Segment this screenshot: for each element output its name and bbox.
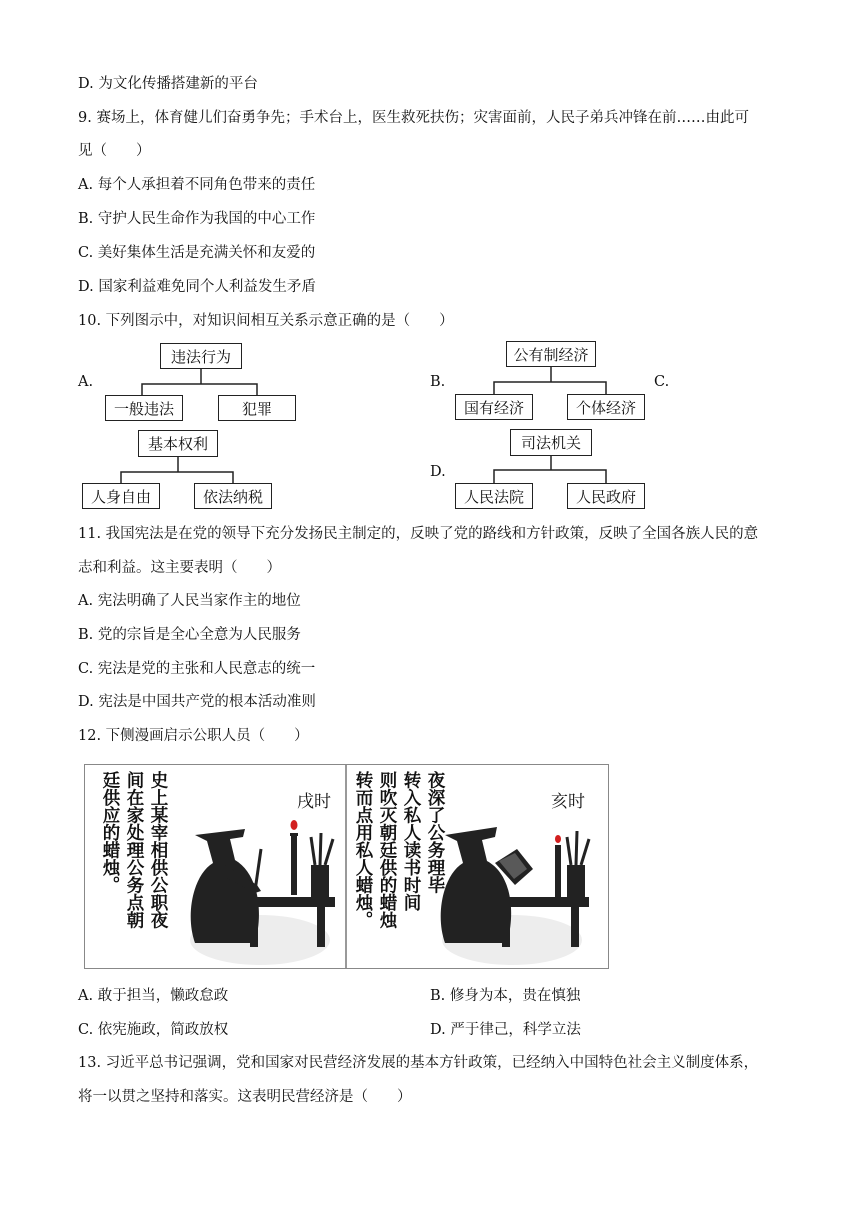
q10-label-d: D. (430, 464, 446, 480)
q10-d-right-box: 人民政府 (567, 483, 645, 509)
q11-option-d: D. 宪法是中国共产党的根本活动准则 (78, 694, 316, 710)
cartoon-left-time: 戌时 (297, 792, 331, 812)
q10-b-top-box: 公有制经济 (506, 341, 596, 367)
q10-b-left-box: 国有经济 (455, 394, 533, 420)
q10-a-right-box: 犯罪 (218, 395, 296, 421)
q11-option-c: C. 宪法是党的主张和人民意志的统一 (78, 661, 316, 677)
q10-c-left-box: 人身自由 (82, 483, 160, 509)
q10-label-b: B. (430, 374, 446, 390)
cartoon-right-time: 亥时 (551, 792, 585, 812)
q13-stem-line2: 将一以贯之坚持和落实。这表明民营经济是（ ） (78, 1089, 412, 1105)
q11-stem-line1: 11. 我国宪法是在党的领导下充分发扬民主制定的，反映了党的路线和方针政策，反映了全国各族人民的意 (78, 526, 759, 542)
q10-b-right-box: 个体经济 (567, 394, 645, 420)
q10-label-a: A. (78, 374, 94, 390)
q12-option-d: D. 严于律己，科学立法 (430, 1022, 581, 1038)
q10-a-top-box: 违法行为 (160, 343, 242, 369)
q9-stem-line1: 9. 赛场上，体育健儿们奋勇争先；手术台上，医生救死扶伤；灾害面前，人民子弟兵冲锋在前……由此可 (78, 110, 749, 126)
q12-option-b: B. 修身为本，贵在慎独 (430, 988, 581, 1004)
q10-d-top-box: 司法机关 (510, 429, 592, 456)
cartoon-right-text-col3: 则吹灭朝廷供的蜡烛 (377, 771, 397, 929)
q9-option-d: D. 国家利益难免同个人利益发生矛盾 (78, 279, 316, 295)
q10-c-right-box: 依法纳税 (194, 483, 272, 509)
cartoon-right-text-col1: 夜深了公务理毕 (425, 771, 445, 894)
q11-option-b: B. 党的宗旨是全心全意为人民服务 (78, 627, 301, 643)
cartoon-left-text-col2: 间在家处理公务点朝 (124, 771, 144, 929)
q10-stem: 10. 下列图示中，对知识间相互关系示意正确的是（ ） (78, 313, 454, 329)
q10-label-c: C. (654, 374, 670, 390)
q9-option-a: A. 每个人承担着不同角色带来的责任 (78, 177, 316, 193)
q8-option-d: D. 为文化传播搭建新的平台 (78, 76, 258, 92)
q12-stem: 12. 下侧漫画启示公职人员（ ） (78, 728, 309, 744)
q10-c-top-box: 基本权利 (138, 430, 218, 457)
cartoon-right-text-col4: 转而点用私人蜡烛。 (353, 771, 373, 929)
q10-a-left-box: 一般违法 (105, 395, 183, 421)
q9-stem-line2: 见（ ） (78, 143, 151, 159)
q12-option-a: A. 敢于担当，懒政怠政 (78, 988, 229, 1004)
q12-cartoon (84, 764, 609, 969)
cartoon-left-text-col1: 史上某宰相供公职夜 (148, 771, 168, 929)
q9-option-b: B. 守护人民生命作为我国的中心工作 (78, 211, 316, 227)
q9-option-c: C. 美好集体生活是充满关怀和友爱的 (78, 245, 316, 261)
q13-stem-line1: 13. 习近平总书记强调，党和国家对民营经济发展的基本方针政策，已经纳入中国特色社会主义制度体系， (78, 1055, 759, 1071)
q10-d-left-box: 人民法院 (455, 483, 533, 509)
q11-option-a: A. 宪法明确了人民当家作主的地位 (78, 593, 301, 609)
q11-stem-line2: 志和利益。这主要表明（ ） (78, 560, 281, 576)
cartoon-right-text-col2: 转入私人读书时间 (401, 771, 421, 911)
cartoon-left-text-col3: 廷供应的蜡烛。 (100, 771, 120, 894)
q12-option-c: C. 依宪施政，简政放权 (78, 1022, 229, 1038)
